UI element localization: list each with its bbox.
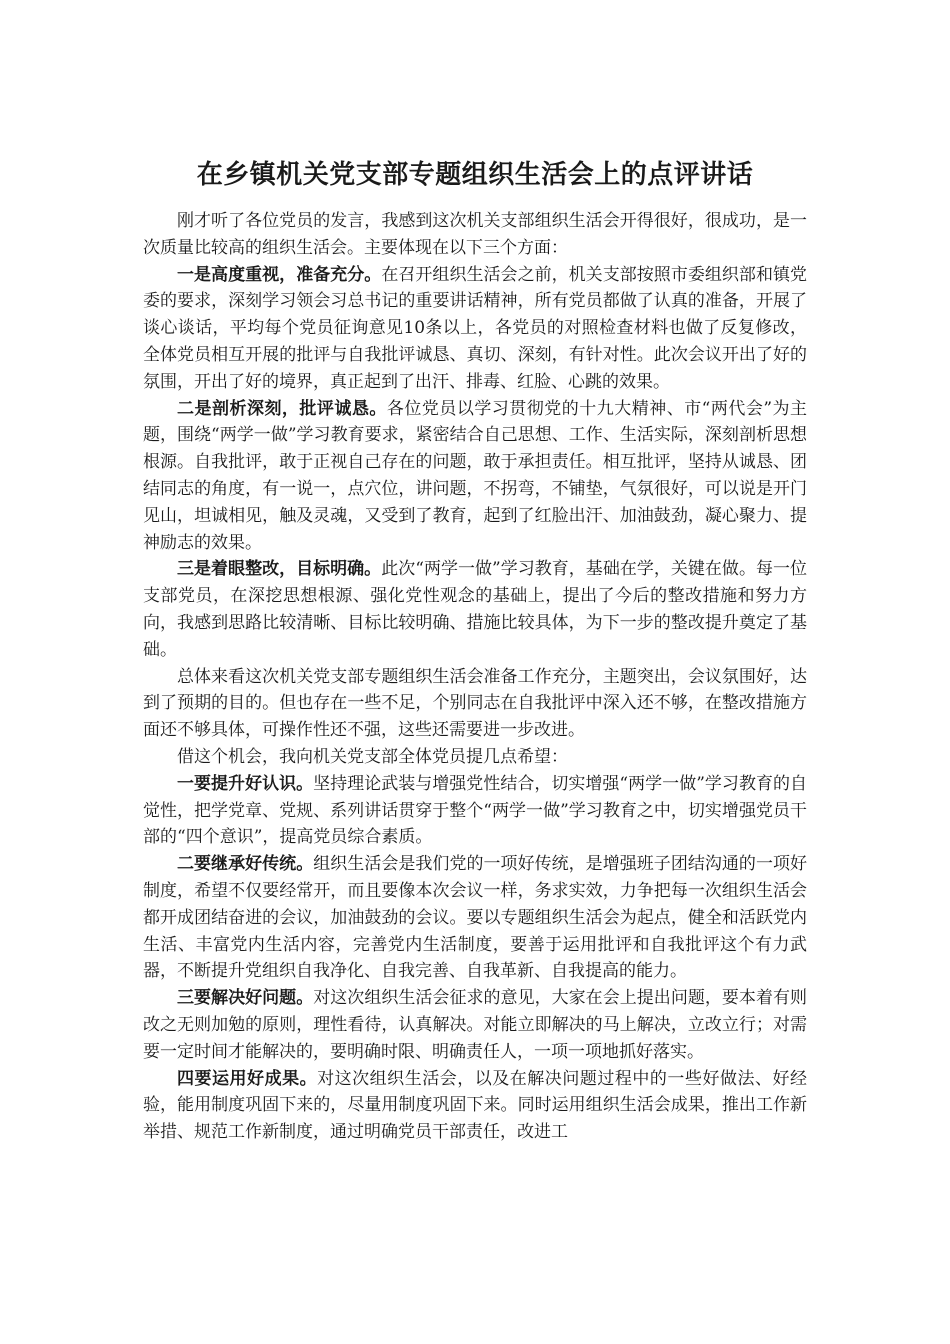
paragraph-lead: 四要运用好成果。 — [177, 1068, 318, 1089]
paragraph-hopes-intro — [143, 744, 807, 771]
paragraph-summary — [143, 664, 807, 744]
paragraph-text: 组织生活会是我们党的一项好传统，是增强班子团结沟通的一项好制度，希望不仅要经常开，而且要像本次会议一样，务求实效，力争把每一次组织生活会都开成团结奋进的会议，加油鼓劲的会议。要以专题组织生活会为起点，健全和活跃党内生活、丰富党内生活内容，完善党内生活制度，要善于运用批评和自我批评这个有力武器，不断提升党组织自我净化、自我完善、自我革新、自我提高的能力。 — [143, 854, 808, 982]
document-page — [143, 152, 807, 1146]
paragraph-hope-4 — [143, 1066, 807, 1146]
paragraph-lead: 一是高度重视，准备充分。 — [177, 264, 382, 285]
paragraph-text: 借这个机会，我向机关党支部全体党员提几点希望： — [177, 746, 568, 767]
paragraph-lead: 二要继承好传统。 — [177, 854, 314, 875]
paragraph-text: 在召开组织生活会之前，机关支部按照市委组织部和镇党委的要求，深刻学习领会习总书记的重要讲话精神，所有党员都做了认真的准备，开展了谈心谈话，平均每个党员征询意见10条以上，各党员的对照检查材料也做了反复修改，全体党员相互开展的批评与自我批评诚恳、真切、深刻，有针对性。此次会议开出了好的氛围，开出了好的境界，真正起到了出汗、排毒、红脸、心跳的效果。 — [143, 264, 808, 392]
paragraph-point-1 — [143, 262, 807, 396]
paragraph-text: 对这次组织生活会征求的意见，大家在会上提出问题，要本着有则改之无则加勉的原则，理性看待，认真解决。对能立即解决的马上解决，立改立行；对需要一定时间才能解决的，要明确时限、明确责任人，一项一项地抓好落实。 — [143, 988, 808, 1062]
paragraph-point-2 — [143, 396, 807, 557]
paragraph-lead: 三是着眼整改，目标明确。 — [177, 559, 382, 580]
document-title: 在乡镇机关党支部专题组织生活会上的点评讲话 — [196, 160, 754, 190]
paragraph-text: 坚持理论武装与增强党性结合，切实增强“两学一做”学习教育的自觉性，把学党章、党规、系列讲话贯穿于整个“两学一做”学习教育之中，切实增强党员干部的“四个意识”，提高党员综合素质。 — [143, 773, 807, 848]
paragraph-text: 刚才听了各位党员的发言，我感到这次机关支部组织生活会开得很好，很成功，是一次质量比较高的组织生活会。主要体现在以下三个方面： — [143, 211, 807, 258]
paragraph-intro — [143, 208, 807, 262]
paragraph-lead: 一要提升好认识。 — [177, 773, 314, 794]
paragraph-text: 各位党员以学习贯彻党的十九大精神、市“两代会”为主题，围绕“两学一做”学习教育要求，紧密结合自己思想、工作、生活实际，深刻剖析思想根源。自我批评，敢于正视自己存在的问题，敢于承担责任。相互批评，坚持从诚恳、团结同志的角度，有一说一，点穴位，讲问题，不拐弯，不铺垫，气氛很好，可以说是开门见山，坦诚相见，触及灵魂，又受到了教育，起到了红脸出汗、加油鼓劲，凝心聚力、提神励志的效果。 — [143, 398, 807, 553]
paragraph-hope-1 — [143, 771, 807, 851]
paragraph-hope-2 — [143, 851, 807, 985]
paragraph-lead: 二是剖析深刻，批评诚恳。 — [177, 398, 387, 419]
paragraph-hope-3 — [143, 985, 807, 1065]
paragraph-text: 此次“两学一做”学习教育，基础在学，关键在做。每一位支部党员，在深挖思想根源、强化党性观念的基础上，提出了今后的整改措施和努力方向，我感到思路比较清晰、目标比较明确、措施比较具体，为下一步的整改提升奠定了基础。 — [143, 559, 807, 660]
paragraph-text: 总体来看这次机关党支部专题组织生活会准备工作充分，主题突出，会议氛围好，达到了预期的目的。但也存在一些不足，个别同志在自我批评中深入还不够，在整改措施方面还不够具体，可操作性还不强，这些还需要进一步改进。 — [143, 666, 807, 741]
paragraph-text: 对这次组织生活会，以及在解决问题过程中的一些好做法、好经验，能用制度巩固下来的，尽量用制度巩固下来。同时运用组织生活会成果，推出工作新举措、规范工作新制度，通过明确党员干部责任，改进工 — [143, 1068, 808, 1143]
paragraph-point-3 — [143, 556, 807, 663]
paragraph-lead: 三要解决好问题。 — [177, 988, 314, 1009]
